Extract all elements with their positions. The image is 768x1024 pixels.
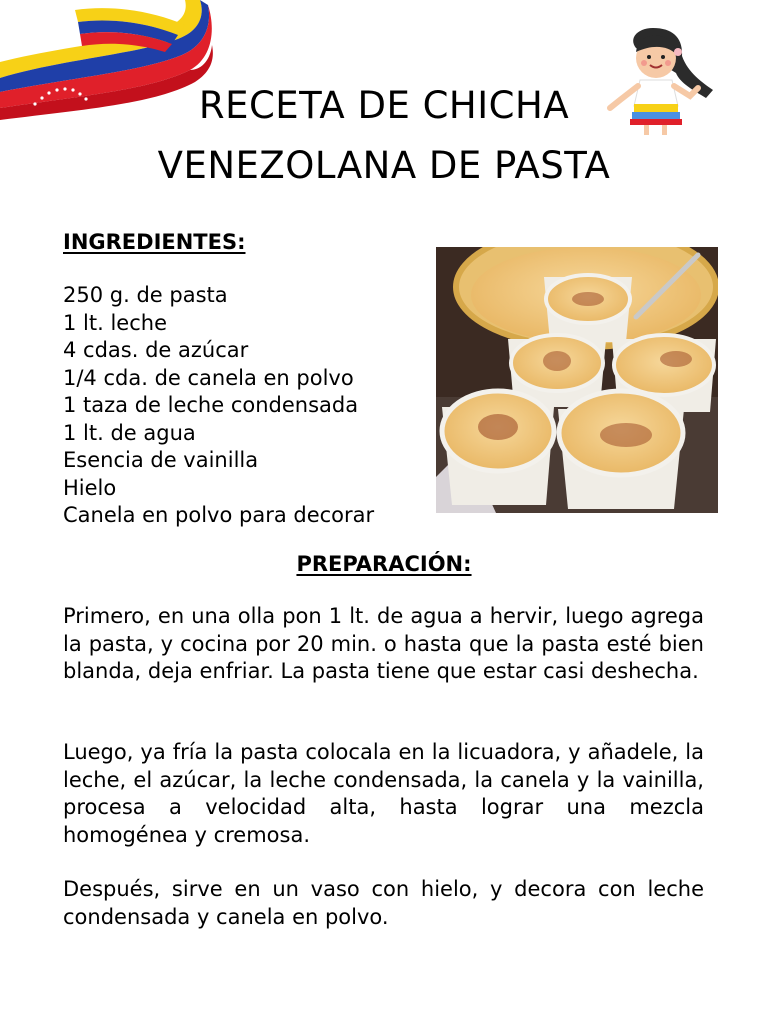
ingredients-heading: INGREDIENTES:: [63, 230, 246, 254]
cup: [558, 391, 684, 509]
preparation-step: Primero, en una olla pon 1 lt. de agua a hervir, luego agrega la pasta, y cocina por 20 min. o hasta que la pasta esté bien blanda, deja enfriar. La pasta tiene que estar casi deshecha.: [63, 604, 704, 683]
preparation-step: Después, sirve en un vaso con hielo, y decora con leche condensada y canela en polvo.: [63, 877, 704, 929]
ingredient-item: Hielo: [63, 475, 117, 500]
cup: [442, 391, 554, 505]
ingredient-item: Esencia de vainilla: [63, 448, 259, 472]
recipe-title-line-1: RECETA DE CHICHA: [198, 84, 570, 127]
preparation-step: Luego, ya fría la pasta colocala en la licuadora, y añadele, la leche, el azúcar, la leche condensada, la canela y la vainilla, procesa a velocidad alta, hasta lograr una mezcla homogénea y cremosa.: [63, 740, 704, 847]
ingredient-item: 1 lt. leche: [63, 310, 167, 335]
ingredient-item: 1/4 cda. de canela en polvo: [63, 365, 354, 390]
chicha-cups-photo: [436, 247, 718, 513]
preparation-heading: PREPARACIÓN:: [296, 552, 472, 576]
ingredients-list: [63, 282, 374, 530]
recipe-title-line-2: VENEZOLANA DE PASTA: [157, 144, 611, 187]
cup: [544, 275, 632, 342]
ingredient-item: Canela en polvo para decorar: [63, 503, 375, 527]
ingredient-item: 1 taza de leche condensada: [63, 393, 359, 417]
ingredient-item: 4 cdas. de azúcar: [63, 338, 249, 362]
ingredient-item: 1 lt. de agua: [63, 420, 196, 445]
ingredient-item: 250 g. de pasta: [63, 283, 228, 307]
